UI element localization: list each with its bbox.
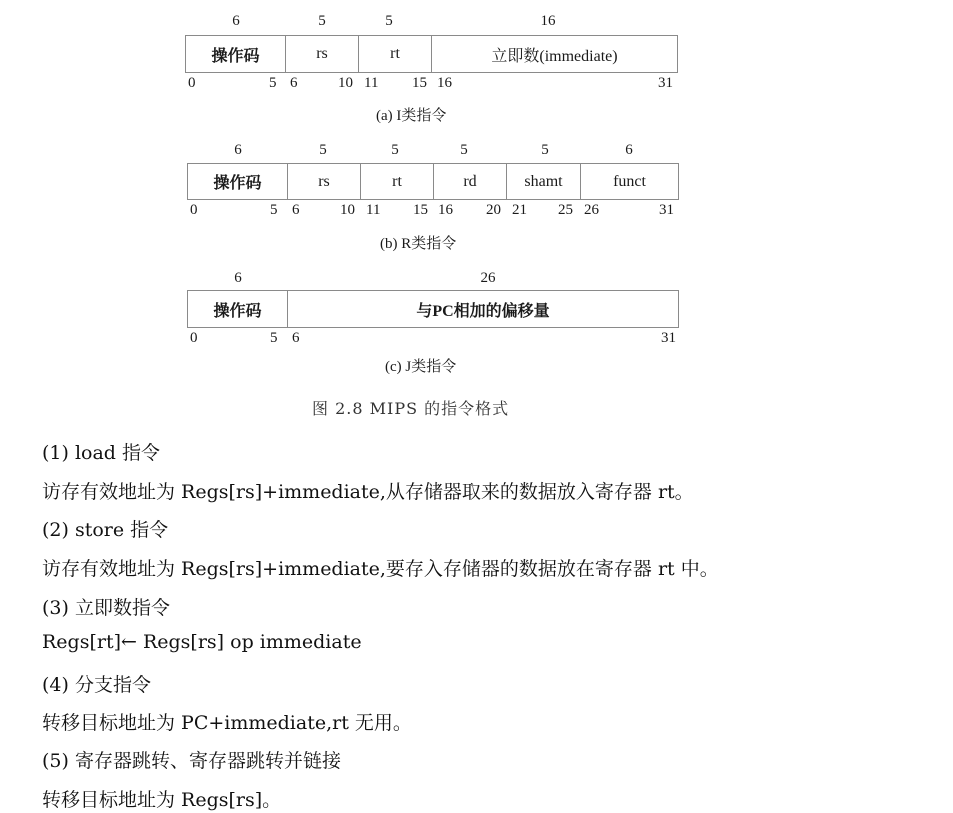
field-rd: rd xyxy=(434,164,507,199)
field-width-label: 6 xyxy=(234,270,242,286)
section-heading-register-jump: (5) 寄存器跳转、寄存器跳转并链接 xyxy=(42,750,341,772)
bit-index: 15 xyxy=(412,75,427,91)
section-heading-branch: (4) 分支指令 xyxy=(42,674,151,696)
section-heading-load: (1) load 指令 xyxy=(42,442,160,464)
field-width-label: 26 xyxy=(480,270,496,286)
field-rs: rs xyxy=(288,164,361,199)
bit-index: 5 xyxy=(269,75,277,91)
field-rt: rt xyxy=(361,164,434,199)
bit-index: 16 xyxy=(438,202,453,218)
field-immediate: 立即数(immediate) xyxy=(491,47,618,65)
i-type-caption: (a) I类指令 xyxy=(376,108,447,124)
section-heading-store: (2) store 指令 xyxy=(42,519,169,541)
bit-index: 10 xyxy=(338,75,353,91)
r-type-box xyxy=(187,163,679,200)
field-width-label: 5 xyxy=(541,142,549,158)
bit-index: 6 xyxy=(292,202,300,218)
field-width-label: 6 xyxy=(234,142,242,158)
field-shamt: shamt xyxy=(507,164,581,199)
bit-index: 0 xyxy=(190,330,198,346)
bit-index: 5 xyxy=(270,202,278,218)
i-type-box xyxy=(185,35,678,73)
bit-index: 31 xyxy=(658,75,673,91)
figure-title: 图 2.8 MIPS 的指令格式 xyxy=(312,399,510,418)
section-heading-immediate: (3) 立即数指令 xyxy=(42,597,170,619)
bit-index: 25 xyxy=(558,202,573,218)
bit-index: 20 xyxy=(486,202,501,218)
bit-index: 11 xyxy=(364,75,379,91)
field-rs: rs xyxy=(286,36,359,72)
bit-index: 10 xyxy=(340,202,355,218)
field-funct: funct xyxy=(613,172,646,190)
bit-index: 6 xyxy=(290,75,298,91)
bit-index: 15 xyxy=(413,202,428,218)
bit-index: 5 xyxy=(270,330,278,346)
bit-index: 31 xyxy=(659,202,674,218)
field-width-label: 16 xyxy=(540,13,556,29)
bit-index: 0 xyxy=(188,75,196,91)
field-width-label: 5 xyxy=(385,13,393,29)
bit-index: 16 xyxy=(437,75,452,91)
field-opcode: 操作码 xyxy=(186,36,286,72)
field-width-label: 5 xyxy=(318,13,326,29)
field-width-label: 6 xyxy=(232,13,240,29)
bit-index: 21 xyxy=(512,202,527,218)
field-width-label: 5 xyxy=(391,142,399,158)
field-width-label: 5 xyxy=(460,142,468,158)
field-width-label: 5 xyxy=(319,142,327,158)
paragraph-load: 访存有效地址为 Regs[rs]+immediate,从存储器取来的数据放入寄存器 rt。 xyxy=(42,481,694,503)
j-type-box xyxy=(187,290,679,328)
field-rt: rt xyxy=(359,36,432,72)
field-opcode: 操作码 xyxy=(188,164,288,199)
bit-index: 26 xyxy=(584,202,599,218)
bit-index: 31 xyxy=(661,330,676,346)
j-type-caption: (c) J类指令 xyxy=(385,359,457,375)
bit-index: 11 xyxy=(366,202,381,218)
r-type-caption: (b) R类指令 xyxy=(380,236,457,252)
field-width-label: 6 xyxy=(625,142,633,158)
paragraph-branch: 转移目标地址为 PC+immediate,rt 无用。 xyxy=(42,712,412,734)
paragraph-register-jump: 转移目标地址为 Regs[rs]。 xyxy=(42,789,282,811)
bit-index: 6 xyxy=(292,330,300,346)
bit-index: 0 xyxy=(190,202,198,218)
field-opcode: 操作码 xyxy=(188,291,288,327)
field-pc-offset: 与PC相加的偏移量 xyxy=(416,302,550,320)
paragraph-store: 访存有效地址为 Regs[rs]+immediate,要存入存储器的数据放在寄存器 rt 中。 xyxy=(42,558,719,580)
paragraph-immediate: Regs[rt]← Regs[rs] op immediate xyxy=(42,631,362,653)
